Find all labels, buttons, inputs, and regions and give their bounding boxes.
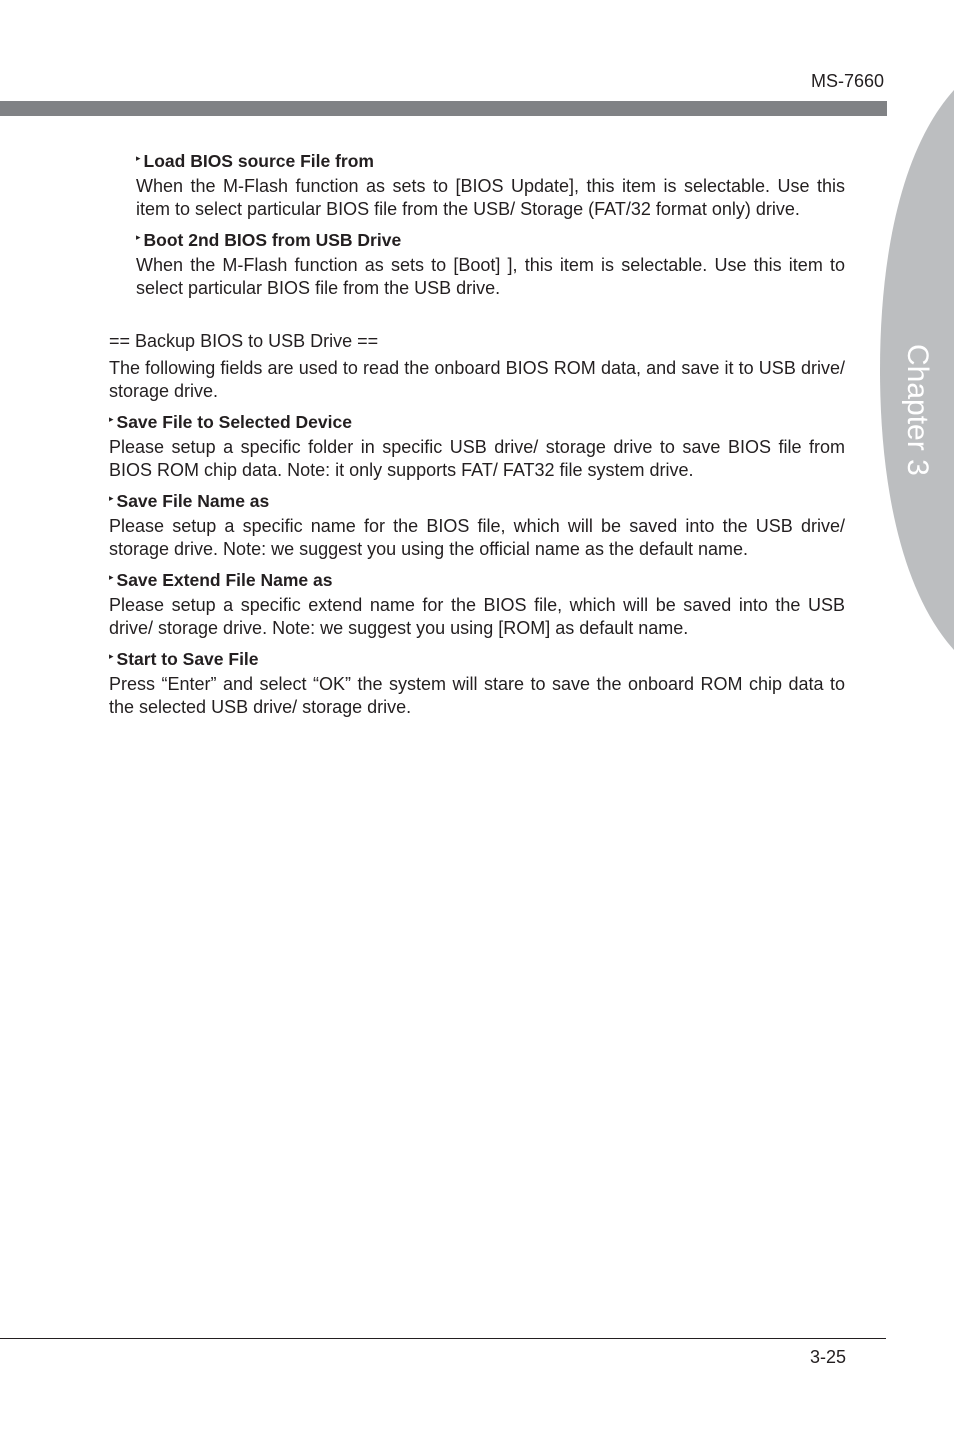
save-file-device-heading <box>109 411 845 433</box>
load-bios-body: When the M-Flash function as sets to [BIOS Update], this item is selectable. Use this item to select particular BIOS file from the USB/ Storage (FAT/32 format only) drive. <box>136 176 845 219</box>
save-extend-name-heading <box>109 569 845 591</box>
bullet-arrow-icon: ▸ <box>136 232 141 242</box>
load-bios-section <box>109 150 845 221</box>
page-number: 3-25 <box>809 1347 846 1367</box>
save-file-name-section <box>109 490 845 561</box>
boot-2nd-section <box>109 229 845 300</box>
save-file-name-heading <box>109 490 845 512</box>
save-extend-name-body: Please setup a specific extend name for the BIOS file, which will be saved into the USB drive/ storage drive. Note: we suggest you using [ROM] as default name. <box>109 595 845 638</box>
backup-section-title: == Backup BIOS to USB Drive == <box>109 331 379 351</box>
boot-2nd-heading-text: Boot 2nd BIOS from USB Drive <box>143 230 402 250</box>
save-file-name-heading-text: Save File Name as <box>116 491 270 511</box>
header-bar <box>0 101 887 116</box>
start-save-heading <box>109 648 845 670</box>
save-extend-name-section <box>109 569 845 640</box>
model-number: MS-7660 <box>810 71 884 91</box>
backup-intro: The following fields are used to read the onboard BIOS ROM data, and save it to USB drive/ storage drive. <box>109 358 845 401</box>
start-save-heading-text: Start to Save File <box>116 649 259 669</box>
footer-rule <box>0 1338 886 1339</box>
bullet-arrow-icon: ▸ <box>136 153 141 163</box>
bullet-arrow-icon: ▸ <box>109 414 114 424</box>
bullet-arrow-icon: ▸ <box>109 651 114 661</box>
start-save-body: Press “Enter” and select “OK” the system will stare to save the onboard ROM chip data to the selected USB drive/ storage drive. <box>109 674 845 717</box>
boot-2nd-heading <box>136 229 845 251</box>
bullet-arrow-icon: ▸ <box>109 493 114 503</box>
start-save-section <box>109 648 845 719</box>
save-file-device-section <box>109 411 845 482</box>
save-file-device-heading-text: Save File to Selected Device <box>116 412 352 432</box>
save-file-name-body: Please setup a specific name for the BIOS file, which will be saved into the USB drive/ storage drive. Note: we suggest you using the official name as the default name. <box>109 516 845 559</box>
document-body <box>109 150 845 727</box>
save-extend-name-heading-text: Save Extend File Name as <box>116 570 333 590</box>
bullet-arrow-icon: ▸ <box>109 572 114 582</box>
load-bios-heading <box>136 150 845 172</box>
chapter-label: Chapter 3 <box>901 344 934 476</box>
save-file-device-body: Please setup a specific folder in specific USB drive/ storage drive to save BIOS file from BIOS ROM chip data. Note: it only supports FAT/ FAT32 file system drive. <box>109 437 845 480</box>
boot-2nd-body: When the M-Flash function as sets to [Boot] ], this item is selectable. Use this item to select particular BIOS file from the USB drive. <box>136 255 845 298</box>
load-bios-heading-text: Load BIOS source File from <box>143 151 374 171</box>
